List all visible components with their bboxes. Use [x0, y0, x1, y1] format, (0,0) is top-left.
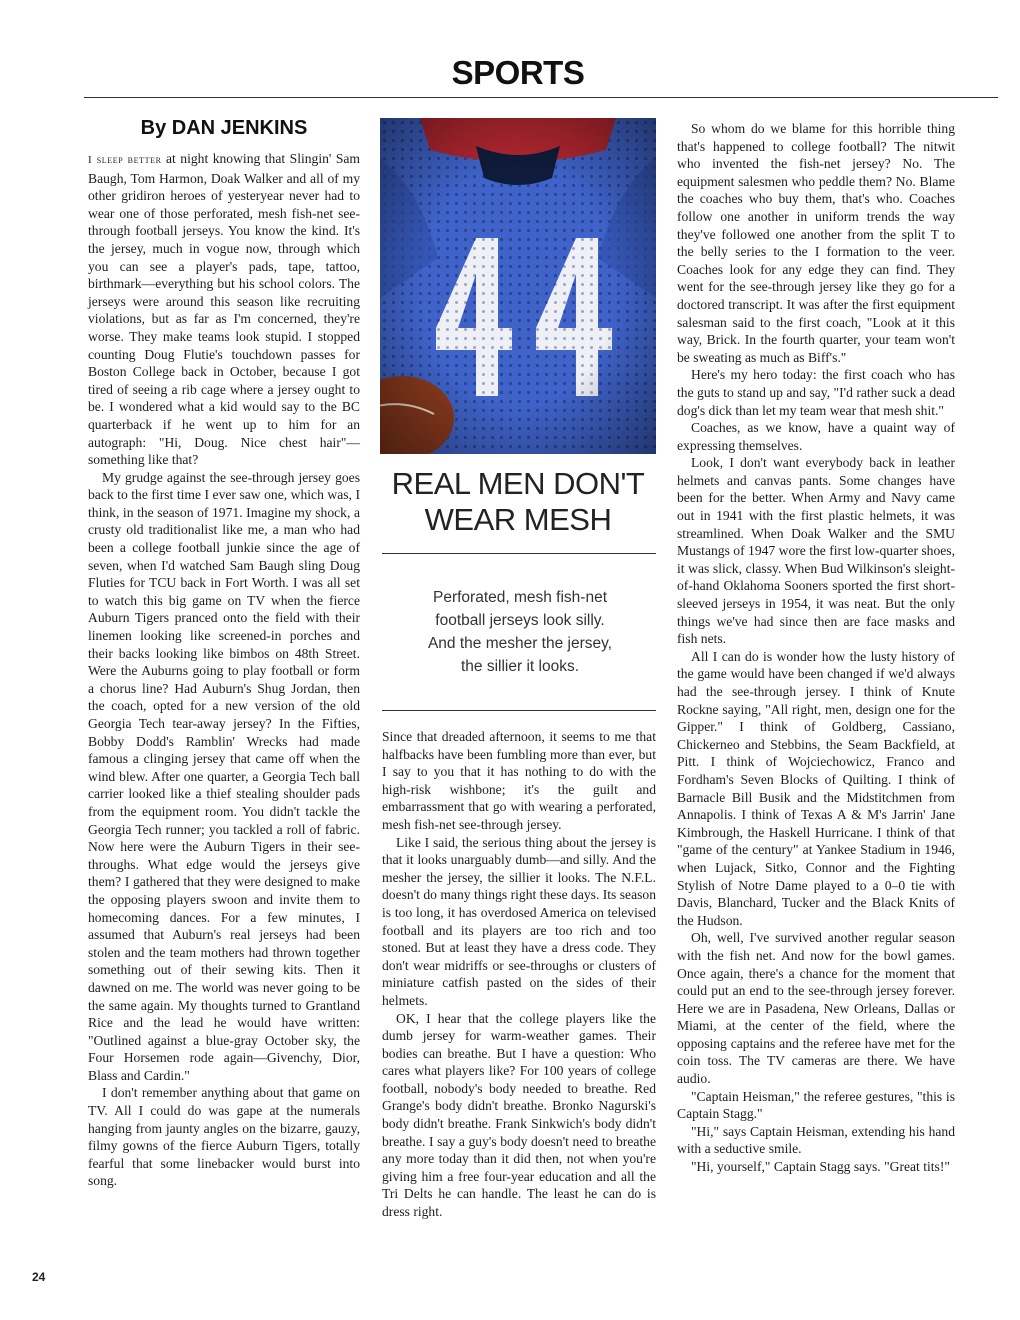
paragraph: "Captain Heisman," the referee gestures, "this is Captain Stagg."	[677, 1088, 955, 1122]
pull-quote-line: Perforated, mesh fish-net	[432, 589, 608, 606]
pull-quote-line: the sillier it looks.	[460, 658, 579, 675]
pull-quote-line: football jerseys look silly.	[435, 612, 605, 629]
article-column-3	[677, 120, 955, 1176]
pull-quote	[390, 586, 650, 678]
paragraph-text: at night knowing that Slingin' Sam Baugh, Tom Harmon, Doak Walker and all of my other gridiron heroes of yesteryear never had to wear one of those perforated, mesh fish-net see-through football jerseys. You know the kind. It's the jersey, much in vogue now, through which you can see a player's pads, tape, tattoo, birthmark—everything but his school colors. The jerseys were around this season like recruiting violations, but as far as I'm concerned, they're worse. They make teams look stupid. I stopped counting Doug Flutie's touchdown passes for Boston College back in October, because I got tired of seeing a rib cage where a jersey ought to be. I wondered what a kid would say to the BC quarterback if he went up to him for an autograph: "Hi, Doug. Nice chest hair"—something like that?	[88, 151, 361, 468]
paragraph: My grudge against the see-through jersey goes back to the first time I ever saw one, which was, I think, in the season of 1971. Imagine my shock, a crusty old traditionalist like me, a man who had been a college football junkie since the age of seven, when I'd watched Sam Baugh sling Doug Fluties for TCU back in Fort Worth. I was all set to watch this big game on TV when the fierce Auburn Tigers pranced onto the field with their linemen looking like screened-in porches and their backs looking like bimbos on 48th Street. Were the Auburns going to play football or form a chorus line? Had Auburn's Shug Jordan, then the coach, opted for a new version of the old Georgia Tech tear-away jersey? In the Fifties, Bobby Dodd's Ramblin' Wrecks had made famous a clinging jersey that came off when the wind blew. After one quarter, a Georgia Tech ball carrier looked like a thief stealing shoulder pads from the equipment room. You didn't tackle the Georgia Tech runner; you tackled a roll of fabric. Now here were the Auburn Tigers in their see-throughs. What edge would the jerseys give them? I gathered that they were designed to make the opposing players swoon and invite them to homecoming dances. For a few minutes, I assumed that Auburn's real jerseys had been stolen and the team mothers had thrown together something out of their sewing kits. Then it dawned on me. The world was never going to be the same again. My thoughts turned to Grantland Rice and the lead he would have written: "Outlined against a blue-gray October sky, the Four Horsemen rode again—Givenchy, Dior, Blass and Cardin."	[88, 469, 360, 1083]
paragraph: Look, I don't want everybody back in leather helmets and canvas pants. Some changes have been for the better. When Army and Navy came out in 1941 with the first plastic helmets, it was streamlined. When Doak Walker and the SMU Mustangs of 1947 wore the first low-quarter shoes, it was slick, classy. When Bud Wilkinson's sleight-of-hand Oklahoma Sooners sported the first short-sleeved jerseys in 1954, it was neat. But the only things we've had since then are face masks and fish nets.	[677, 455, 955, 647]
paragraph: I don't remember anything about that game on TV. All I could do was gape at the numerals hanging from jaunty angles on the bizarre, gauzy, filmy gowns of the fierce Auburn Tigers, totally fearful that some linebacker would burst into song.	[88, 1085, 360, 1189]
paragraph: So whom do we blame for this horrible thing that's happened to college football? The nitwit who invented the fish-net jersey? No. The equipment salesmen who peddle them? No. Blame the coaches who buy them, that's who. Coaches follow one another in uniform trends the way they've followed one another from the split T to the belly series to the I formation to the veer. Coaches look for any edge they can find. They went for the see-through jersey like they go for a doctored transcript. It was after the first equipment salesman said to the first coach, "Look at it this way, Brick. In the fourth quarter, your team won't be sweating as much as Biff's."	[677, 121, 955, 365]
paragraph: "Hi, yourself," Captain Stagg says. "Great tits!"	[691, 1159, 950, 1175]
paragraph: Coaches, as we know, have a quaint way of expressing themselves.	[677, 420, 955, 453]
top-rule	[84, 97, 998, 98]
page-number: 24	[32, 1270, 46, 1284]
byline: By DAN JENKINS	[140, 117, 308, 139]
paragraph: All I can do is wonder how the lusty history of the game would have been changed if we'd always had the see-through jersey. I think of Knute Rockne saying, "All right, men, design one for the Gipper." I think of Goldberg, Cassiano, Chickerneo and Stebbins, the Seam Backfield, at Pitt. I think of Wojciechowicz, Franco and Fordham's Seven Blocks of Quilting. I think of Barnacle Bill Busik and the Midstitchmen from Annapolis. I think of Texas A & M's Jarrin' Jane Kimbrough, the Haskell Hurricane. I think of that "game of the century" at Yankee Stadium in 1946, when Lujack, Sitko, Connor and the Fighting Stylish of Notre Dame played to a 0–0 tie with Davis, Blanchard, Tucker and the Black Knits of the Hudson.	[677, 648, 955, 928]
article-column-2	[382, 728, 656, 1221]
lead-in: I sleep better	[88, 154, 162, 166]
jersey-photo	[380, 118, 656, 454]
paragraph: "Hi," says Captain Heisman, extending his hand with a seductive smile.	[677, 1123, 955, 1157]
paragraph: Here's my hero today: the first coach who has the guts to stand up and say, "I'd rather suck a dead dog's dick than let my team wear that mesh shit."	[677, 367, 955, 418]
divider-rule	[382, 710, 656, 711]
divider-rule	[382, 553, 656, 554]
paragraph: Since that dreaded afternoon, it seems to me that halfbacks have been fumbling more than ever, but I say to you that it has nothing to do with the high-risk wishbone; it's the guilt and embarrassment that go with wearing a perforated, mesh fish-net see-through jersey.	[382, 729, 656, 832]
headline-line: WEAR MESH	[424, 502, 612, 537]
headline	[380, 466, 656, 538]
paragraph: Like I said, the serious thing about the jersey is that it looks unarguably dumb—and silly. And the mesher the jersey, the sillier it looks. The N.F.L. doesn't do many things right these days. Its season is too long, it has overdosed America on televised football and its players are too rich and too stoned. But at least they have a dress code. They don't wear midriffs or see-throughs or clusters of miniature catfish pasted on the sides of their helmets.	[382, 834, 656, 1008]
headline-line: REAL MEN DON'T	[391, 466, 645, 501]
paragraph: OK, I hear that the college players like the dumb jersey for warm-weather games. Their bodies can breathe. But I have a question: Who cares what players like? For 100 years of college football, nobody's body needed to breathe. Red Grange's body didn't breathe. Bronko Nagurski's body didn't breathe. Frank Sinkwich's body didn't breathe. I say a guy's body doesn't need to breathe any more today than it did then, not when you're giving him a free four-year education and all the Tri Delts he can handle. The least he can do is dress right.	[382, 1010, 656, 1220]
article-column-1	[88, 150, 360, 1190]
paragraph	[88, 150, 360, 469]
pull-quote-line: And the mesher the jersey,	[427, 635, 613, 652]
paragraph: Oh, well, I've survived another regular season with the fish net. And now for the bowl games. Once again, there's a chance for the moment that could put an end to the see-through jersey forever. Here we are in Pasadena, New Orleans, Dallas or Miami, at the center of the field, where the opposing captains and the referee have met for the coin toss. The TV cameras are there. We have audio.	[677, 930, 955, 1087]
section-title: SPORTS	[451, 54, 585, 91]
